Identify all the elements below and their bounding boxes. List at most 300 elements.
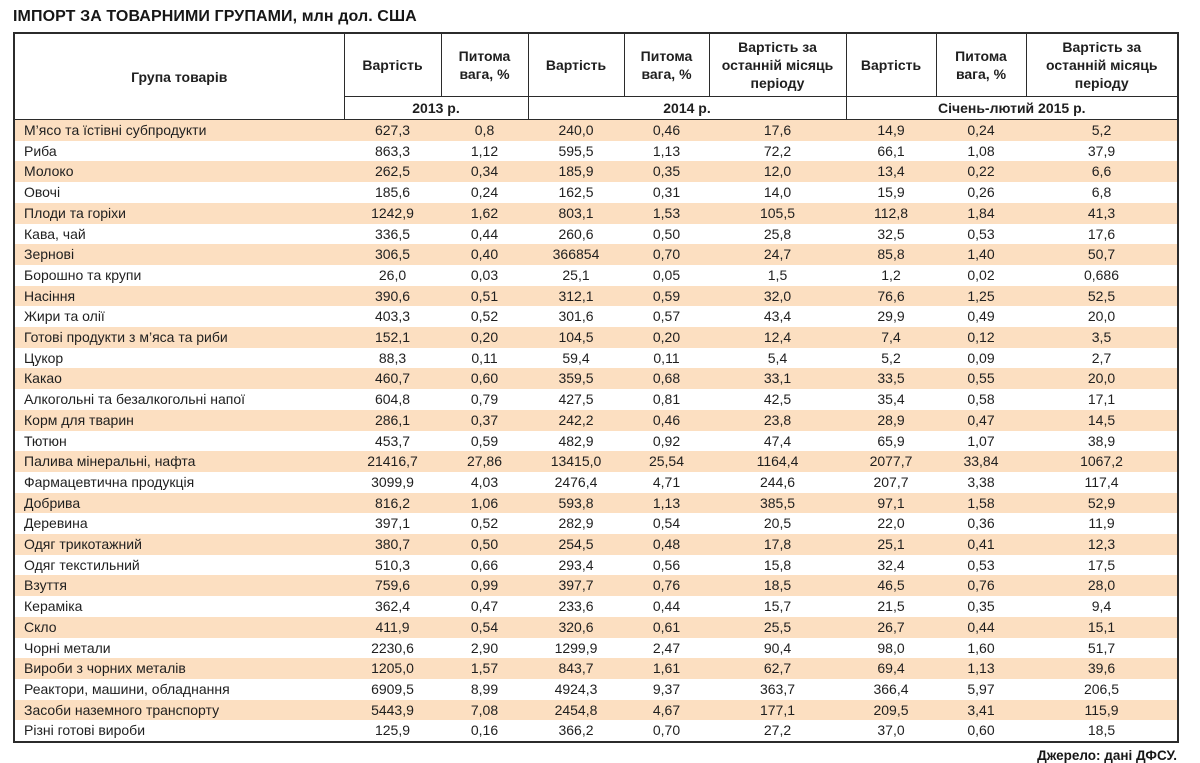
value-cell: 2,47	[652, 639, 681, 656]
value-cell: 185,6	[374, 184, 411, 201]
value-cell: 0,79	[470, 391, 499, 408]
value-cell: 0,60	[470, 370, 499, 387]
value-cell: 233,6	[558, 598, 594, 615]
value-cell: 593,8	[558, 494, 594, 511]
value-cell: 98,0	[877, 639, 905, 656]
value-cell: 0,20	[652, 329, 681, 346]
value-cell: 152,1	[374, 329, 411, 346]
value-cell: 0,60	[967, 722, 995, 739]
group-cell: Палива мінеральні, нафта	[24, 453, 196, 470]
col-header-share-2015: Питома вага, %	[936, 33, 1026, 97]
value-cell: 0,40	[470, 246, 499, 263]
value-cell: 12,3	[1087, 536, 1116, 553]
value-cell: 0,44	[652, 598, 681, 615]
group-cell: Корм для тварин	[24, 411, 134, 428]
value-cell: 52,5	[1087, 287, 1116, 304]
value-cell: 366,2	[558, 722, 594, 739]
value-cell: 112,8	[874, 204, 908, 221]
value-cell: 51,7	[1087, 639, 1116, 656]
value-cell: 15,1	[1087, 618, 1116, 635]
group-cell: Засоби наземного транспорту	[24, 701, 220, 718]
value-cell: 1299,9	[554, 639, 598, 656]
value-cell: 1067,2	[1080, 453, 1123, 470]
value-cell: 306,5	[374, 246, 411, 263]
value-cell: 65,9	[877, 432, 905, 449]
value-cell: 0,52	[470, 515, 499, 532]
value-cell: 209,5	[873, 701, 909, 718]
value-cell: 26,0	[378, 266, 407, 283]
group-cell: Алкогольні та безалкогольні напої	[24, 391, 246, 408]
value-cell: 33,1	[763, 370, 792, 387]
period-2015: Січень-лютий 2015 р.	[846, 97, 1178, 120]
value-cell: 0,76	[967, 577, 995, 594]
value-cell: 105,5	[759, 204, 796, 221]
group-cell: Плоди та горіхи	[24, 204, 126, 221]
value-cell: 13,4	[877, 163, 905, 180]
page-title: ІМПОРТ ЗА ТОВАРНИМИ ГРУПАМИ, млн дол. США	[13, 8, 417, 25]
table-row	[14, 120, 1178, 141]
value-cell: 2476,4	[554, 473, 598, 490]
group-cell: Насіння	[24, 287, 76, 304]
value-cell: 0,03	[470, 266, 499, 283]
value-cell: 240,0	[558, 122, 594, 138]
table-row	[14, 617, 1178, 638]
value-cell: 42,5	[763, 391, 792, 408]
value-cell: 90,4	[763, 639, 792, 656]
value-cell: 301,6	[558, 308, 594, 325]
value-cell: 32,4	[877, 556, 905, 573]
value-cell: 14,5	[1087, 411, 1116, 428]
value-cell: 3099,9	[371, 473, 414, 490]
value-cell: 286,1	[374, 411, 411, 428]
group-cell: Одяг текстильний	[24, 556, 140, 573]
value-cell: 482,9	[558, 432, 594, 449]
value-cell: 6909,5	[371, 680, 414, 697]
group-cell: Фармацевтична продукція	[24, 473, 195, 490]
period-2014: 2014 р.	[528, 97, 846, 120]
group-cell: Кава, чай	[24, 225, 86, 242]
value-cell: 0,686	[1083, 266, 1120, 283]
value-cell: 1205,0	[371, 660, 414, 677]
value-cell: 21,5	[877, 598, 905, 615]
value-cell: 0,11	[653, 349, 680, 366]
col-header-share-2013: Питома вага, %	[441, 33, 528, 97]
value-cell: 25,1	[562, 266, 590, 283]
value-cell: 0,44	[967, 618, 995, 635]
value-cell: 1,53	[652, 204, 681, 221]
group-cell: Різні готові вироби	[24, 722, 146, 739]
value-cell: 8,99	[470, 680, 499, 697]
value-cell: 25,5	[763, 618, 792, 635]
value-cell: 2,90	[470, 639, 499, 656]
value-cell: 0,52	[470, 308, 499, 325]
value-cell: 1,40	[967, 246, 995, 263]
value-cell: 380,7	[374, 536, 411, 553]
period-2013: 2013 р.	[344, 97, 528, 120]
value-cell: 1,61	[652, 660, 681, 677]
value-cell: 3,38	[967, 473, 995, 490]
value-cell: 27,86	[466, 453, 503, 470]
table-row	[14, 431, 1178, 452]
value-cell: 604,8	[374, 391, 411, 408]
value-cell: 0,31	[652, 184, 681, 201]
value-cell: 38,9	[1087, 432, 1116, 449]
value-cell: 17,5	[1087, 556, 1116, 573]
header-row-columns	[14, 33, 1178, 97]
table-row	[14, 368, 1178, 389]
value-cell: 411,9	[375, 618, 410, 635]
value-cell: 0,26	[967, 184, 995, 201]
col-header-value-2014: Вартість	[528, 33, 624, 97]
table-row	[14, 700, 1178, 721]
table-row	[14, 224, 1178, 245]
group-cell: Деревина	[24, 515, 88, 532]
value-cell: 4,71	[652, 473, 681, 490]
table-row	[14, 493, 1178, 514]
value-cell: 0,36	[967, 515, 995, 532]
table-row	[14, 327, 1178, 348]
value-cell: 0,35	[967, 598, 995, 615]
col-header-lastmonth-2014: Вартість за останній місяць періоду	[709, 33, 846, 97]
value-cell: 1,08	[967, 142, 995, 159]
value-cell: 22,0	[877, 515, 905, 532]
value-cell: 0,44	[470, 225, 499, 242]
value-cell: 1,13	[652, 494, 681, 511]
group-cell: Молоко	[24, 163, 74, 180]
group-cell: Вироби з чорних металів	[24, 660, 186, 677]
group-cell: Тютюн	[24, 432, 67, 449]
value-cell: 0,16	[470, 722, 499, 739]
value-cell: 5,97	[967, 680, 995, 697]
value-cell: 1,07	[967, 432, 995, 449]
value-cell: 0,70	[652, 246, 681, 263]
table-row	[14, 348, 1178, 369]
table-row	[14, 451, 1178, 472]
group-cell: Жири та олії	[24, 308, 105, 325]
value-cell: 1,13	[967, 660, 995, 677]
col-header-value-2013: Вартість	[344, 33, 441, 97]
value-cell: 803,1	[558, 204, 594, 221]
group-cell: Скло	[24, 618, 57, 635]
value-cell: 1164,4	[756, 453, 799, 470]
value-cell: 595,5	[558, 142, 594, 159]
value-cell: 293,4	[558, 556, 594, 573]
value-cell: 0,46	[652, 411, 681, 428]
value-cell: 24,7	[763, 246, 792, 263]
value-cell: 0,05	[652, 266, 681, 283]
table-row	[14, 203, 1178, 224]
value-cell: 37,9	[1087, 142, 1116, 159]
value-cell: 0,34	[470, 163, 499, 180]
group-cell: Какао	[24, 370, 62, 387]
table-body	[14, 120, 1178, 743]
value-cell: 12,4	[763, 329, 792, 346]
value-cell: 17,8	[763, 536, 792, 553]
value-cell: 207,7	[873, 473, 909, 490]
value-cell: 28,9	[877, 411, 905, 428]
value-cell: 15,7	[763, 598, 792, 615]
value-cell: 0,12	[967, 329, 995, 346]
value-cell: 0,53	[967, 225, 995, 242]
import-table	[13, 32, 1179, 743]
value-cell: 366,4	[873, 680, 909, 697]
value-cell: 11,9	[1088, 515, 1115, 532]
value-cell: 363,7	[759, 680, 796, 697]
table-row	[14, 638, 1178, 659]
table-row	[14, 244, 1178, 265]
value-cell: 0,58	[967, 391, 995, 408]
value-cell: 0,59	[470, 432, 499, 449]
value-cell: 23,8	[763, 411, 792, 428]
col-header-share-2014: Питома вага, %	[624, 33, 709, 97]
value-cell: 47,4	[763, 432, 792, 449]
value-cell: 59,4	[562, 349, 590, 366]
value-cell: 5,2	[881, 349, 901, 366]
value-cell: 29,9	[877, 308, 905, 325]
value-cell: 1,84	[967, 204, 995, 221]
value-cell: 4,03	[470, 473, 499, 490]
value-cell: 0,59	[652, 287, 681, 304]
value-cell: 17,1	[1087, 391, 1116, 408]
value-cell: 1,2	[881, 266, 901, 283]
value-cell: 115,9	[1084, 701, 1119, 718]
table-row	[14, 720, 1178, 742]
group-cell: Реактори, машини, обладнання	[24, 680, 230, 697]
value-cell: 4,67	[652, 701, 681, 718]
value-cell: 14,9	[877, 122, 905, 138]
value-cell: 104,5	[558, 329, 594, 346]
value-cell: 25,1	[877, 536, 905, 553]
value-cell: 5443,9	[371, 701, 414, 718]
value-cell: 397,1	[374, 515, 411, 532]
table-row	[14, 389, 1178, 410]
value-cell: 0,24	[470, 184, 499, 201]
value-cell: 72,2	[763, 142, 792, 159]
value-cell: 88,3	[378, 349, 407, 366]
value-cell: 2,7	[1091, 349, 1112, 366]
value-cell: 13415,0	[550, 453, 602, 470]
value-cell: 2077,7	[869, 453, 913, 470]
value-cell: 0,47	[967, 411, 995, 428]
value-cell: 15,8	[763, 556, 792, 573]
value-cell: 28,0	[1087, 577, 1116, 594]
value-cell: 46,5	[877, 577, 905, 594]
value-cell: 0,54	[470, 618, 499, 635]
value-cell: 185,9	[558, 163, 594, 180]
group-cell: Добрива	[24, 494, 81, 511]
value-cell: 33,84	[963, 453, 999, 470]
value-cell: 0,37	[470, 411, 499, 428]
value-cell: 0,76	[652, 577, 681, 594]
table-row	[14, 555, 1178, 576]
value-cell: 5,2	[1091, 122, 1112, 138]
value-cell: 262,5	[374, 163, 411, 180]
value-cell: 1,57	[470, 660, 499, 677]
group-cell: М’ясо та їстівні субпродукти	[24, 122, 207, 138]
value-cell: 1,60	[967, 639, 995, 656]
value-cell: 18,5	[1087, 722, 1116, 739]
value-cell: 85,8	[877, 246, 905, 263]
value-cell: 0,81	[652, 391, 681, 408]
value-cell: 427,5	[558, 391, 594, 408]
value-cell: 33,5	[877, 370, 905, 387]
value-cell: 76,6	[877, 287, 905, 304]
value-cell: 863,3	[374, 142, 411, 159]
value-cell: 35,4	[877, 391, 905, 408]
value-cell: 254,5	[558, 536, 594, 553]
table-row	[14, 513, 1178, 534]
table-row	[14, 182, 1178, 203]
group-cell: Чорні метали	[24, 639, 111, 656]
value-cell: 0,56	[652, 556, 681, 573]
value-cell: 1,58	[967, 494, 995, 511]
value-cell: 20,0	[1087, 370, 1116, 387]
group-cell: Кераміка	[24, 598, 83, 615]
value-cell: 359,5	[558, 370, 594, 387]
value-cell: 460,7	[374, 370, 411, 387]
value-cell: 1,5	[767, 266, 788, 283]
value-cell: 7,08	[470, 701, 499, 718]
value-cell: 1,12	[470, 142, 499, 159]
value-cell: 6,6	[1091, 163, 1112, 180]
value-cell: 244,6	[759, 473, 796, 490]
value-cell: 403,3	[374, 308, 411, 325]
value-cell: 18,5	[763, 577, 792, 594]
value-cell: 0,8	[474, 122, 495, 138]
value-cell: 0,46	[652, 122, 681, 138]
value-cell: 397,7	[558, 577, 594, 594]
value-cell: 0,47	[470, 598, 499, 615]
value-cell: 177,1	[759, 701, 796, 718]
value-cell: 0,50	[470, 536, 499, 553]
value-cell: 0,02	[967, 266, 995, 283]
value-cell: 260,6	[558, 225, 594, 242]
value-cell: 0,22	[967, 163, 995, 180]
value-cell: 362,4	[374, 598, 411, 615]
value-cell: 0,50	[652, 225, 681, 242]
value-cell: 14,0	[763, 184, 792, 201]
group-cell: Борошно та крупи	[24, 266, 142, 283]
value-cell: 510,3	[374, 556, 411, 573]
value-cell: 20,5	[763, 515, 792, 532]
value-cell: 12,0	[763, 163, 792, 180]
value-cell: 50,7	[1087, 246, 1116, 263]
value-cell: 0,55	[967, 370, 995, 387]
table-row	[14, 658, 1178, 679]
value-cell: 5,4	[767, 349, 788, 366]
value-cell: 0,24	[967, 122, 995, 138]
value-cell: 15,9	[877, 184, 905, 201]
table-row	[14, 306, 1178, 327]
value-cell: 385,5	[759, 494, 796, 511]
value-cell: 17,6	[763, 122, 792, 138]
value-cell: 25,8	[763, 225, 792, 242]
value-cell: 2454,8	[554, 701, 598, 718]
table-header	[14, 33, 1178, 120]
value-cell: 25,54	[648, 453, 685, 470]
value-cell: 390,6	[374, 287, 411, 304]
value-cell: 320,6	[558, 618, 594, 635]
value-cell: 39,6	[1087, 660, 1116, 677]
value-cell: 1,25	[967, 287, 995, 304]
value-cell: 0,35	[652, 163, 681, 180]
value-cell: 366854	[552, 246, 600, 263]
table-row	[14, 472, 1178, 493]
table-row	[14, 596, 1178, 617]
value-cell: 0,66	[470, 556, 499, 573]
value-cell: 453,7	[374, 432, 411, 449]
value-cell: 1242,9	[371, 204, 414, 221]
value-cell: 6,8	[1091, 184, 1112, 201]
value-cell: 117,4	[1084, 473, 1119, 490]
value-cell: 66,1	[877, 142, 905, 159]
value-cell: 7,4	[881, 329, 901, 346]
value-cell: 0,70	[652, 722, 681, 739]
value-cell: 20,0	[1087, 308, 1116, 325]
source-note: Джерело: дані ДФСУ.	[1037, 748, 1177, 763]
value-cell: 2230,6	[371, 639, 414, 656]
value-cell: 0,09	[967, 349, 995, 366]
value-cell: 0,49	[967, 308, 995, 325]
group-cell: Цукор	[24, 349, 64, 366]
col-header-value-2015: Вартість	[846, 33, 936, 97]
value-cell: 26,7	[877, 618, 905, 635]
value-cell: 242,2	[558, 411, 594, 428]
value-cell: 9,4	[1091, 598, 1112, 615]
value-cell: 62,7	[763, 660, 792, 677]
value-cell: 0,11	[471, 349, 498, 366]
value-cell: 37,0	[877, 722, 905, 739]
value-cell: 1,62	[470, 204, 499, 221]
value-cell: 3,5	[1091, 329, 1112, 346]
value-cell: 97,1	[877, 494, 905, 511]
value-cell: 759,6	[374, 577, 411, 594]
table-row	[14, 534, 1178, 555]
table-row	[14, 265, 1178, 286]
value-cell: 41,3	[1087, 204, 1116, 221]
value-cell: 0,68	[652, 370, 681, 387]
value-cell: 162,5	[558, 184, 594, 201]
table-row	[14, 575, 1178, 596]
table-row	[14, 141, 1178, 162]
value-cell: 336,5	[374, 225, 411, 242]
value-cell: 0,54	[652, 515, 681, 532]
value-cell: 1,13	[652, 142, 681, 159]
value-cell: 3,41	[967, 701, 995, 718]
value-cell: 52,9	[1087, 494, 1116, 511]
value-cell: 0,41	[967, 536, 995, 553]
value-cell: 0,51	[470, 287, 499, 304]
value-cell: 843,7	[558, 660, 594, 677]
value-cell: 627,3	[374, 122, 411, 138]
table-row	[14, 286, 1178, 307]
value-cell: 17,6	[1087, 225, 1116, 242]
col-header-lastmonth-2015: Вартість за останній місяць періоду	[1026, 33, 1178, 97]
group-cell: Риба	[24, 142, 57, 159]
value-cell: 69,4	[877, 660, 905, 677]
value-cell: 816,2	[374, 494, 411, 511]
table-row	[14, 679, 1178, 700]
col-header-group: Група товарів	[14, 33, 344, 120]
value-cell: 43,4	[763, 308, 792, 325]
table-row	[14, 410, 1178, 431]
value-cell: 0,99	[470, 577, 499, 594]
value-cell: 9,37	[652, 680, 681, 697]
value-cell: 282,9	[558, 515, 594, 532]
value-cell: 21416,7	[367, 453, 418, 470]
value-cell: 0,61	[652, 618, 681, 635]
group-cell: Зернові	[24, 246, 75, 263]
